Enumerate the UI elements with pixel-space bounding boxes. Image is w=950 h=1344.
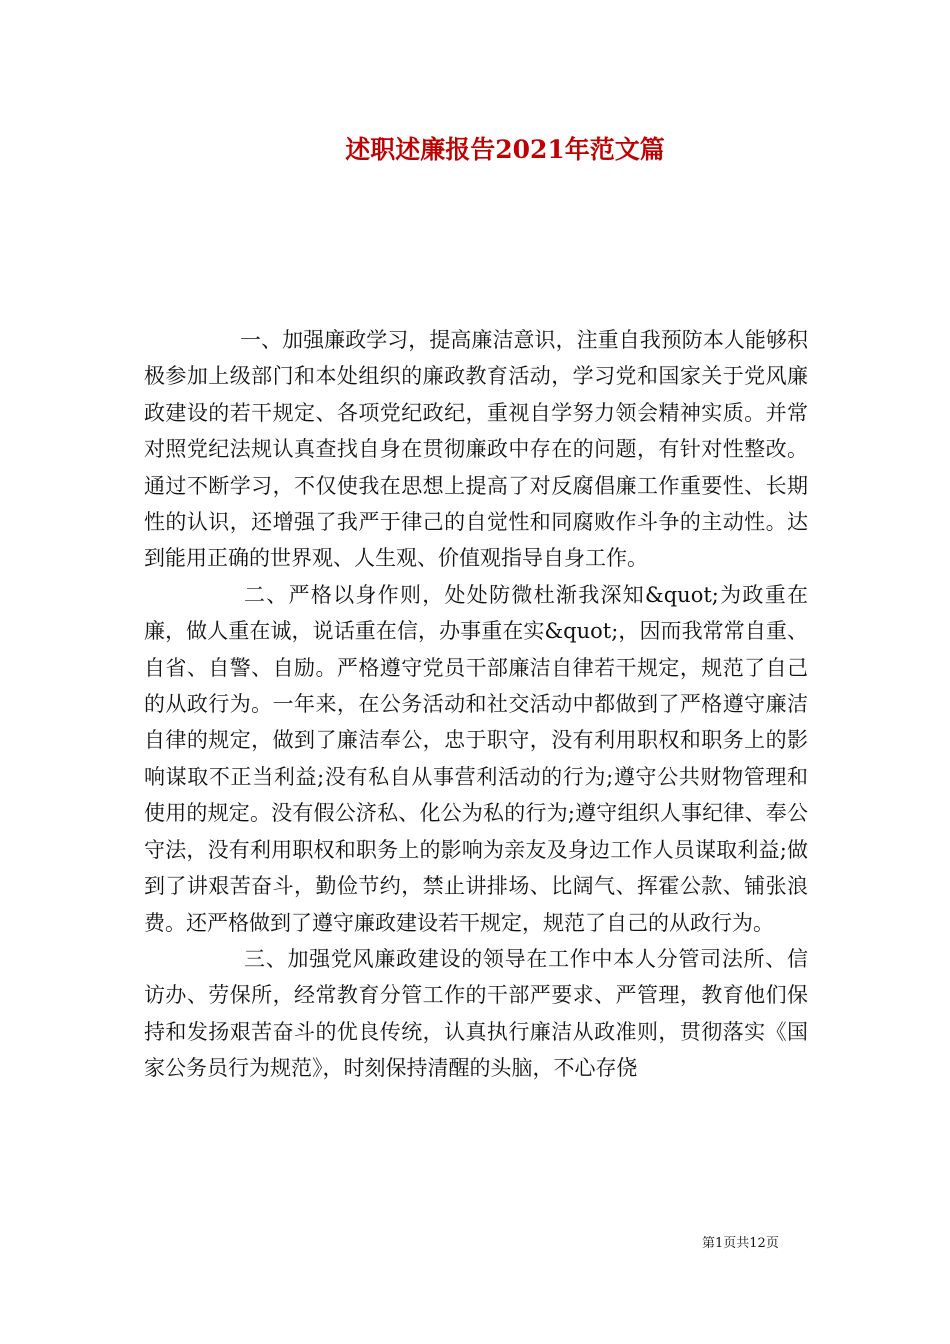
document-body — [144, 322, 808, 1087]
paragraph-3: 三、加强党风廉政建设的领导在工作中本人分管司法所、信访办、劳保所，经常教育分管工作的干部严要求、严管理，教育他们保持和发扬艰苦奋斗的优良传统，认真执行廉洁从政准则，贯彻落实《国家公务员行为规范》，时刻保持清醒的头脑，不心存侥 — [144, 946, 808, 1081]
document-title: 述职述廉报告2021年范文篇 — [345, 135, 665, 164]
paragraph-1: 一、加强廉政学习，提高廉洁意识，注重自我预防本人能够积极参加上级部门和本处组织的廉政教育活动，学习党和国家关于党风廉政建设的若干规定、各项党纪政纪，重视自学努力领会精神实质。并常对照党纪法规认真查找自身在贯彻廉政中存在的问题，有针对性整改。通过不断学习，不仅使我在思想上提高了对反腐倡廉工作重要性、长期性的认识，还增强了我严于律己的自觉性和同腐败作斗争的主动性。达到能用正确的世界观、人生观、价值观指导自身工作。 — [144, 328, 808, 571]
page-number-footer: 第1页共12页 — [702, 1236, 779, 1251]
paragraph-2: 二、严格以身作则，处处防微杜渐我深知&quot;为政重在廉，做人重在诚，说话重在信，办事重在实&quot;，因而我常常自重、自省、自警、自励。严格遵守党员干部廉洁自律若干规定，规范了自己的从政行为。一年来，在公务活动和社交活动中都做到了严格遵守廉洁自律的规定，做到了廉洁奉公，忠于职守，没有利用职权和职务上的影响谋取不正当利益;没有私自从事营利活动的行为;遵守公共财物管理和使用的规定。没有假公济私、化公为私的行为;遵守组织人事纪律、奉公守法，没有利用职权和职务上的影响为亲友及身边工作人员谋取利益;做到了讲艰苦奋斗，勤俭节约，禁止讲排场、比阔气、挥霍公款、铺张浪费。还严格做到了遵守廉政建设若干规定，规范了自己的从政行为。 — [144, 582, 808, 935]
